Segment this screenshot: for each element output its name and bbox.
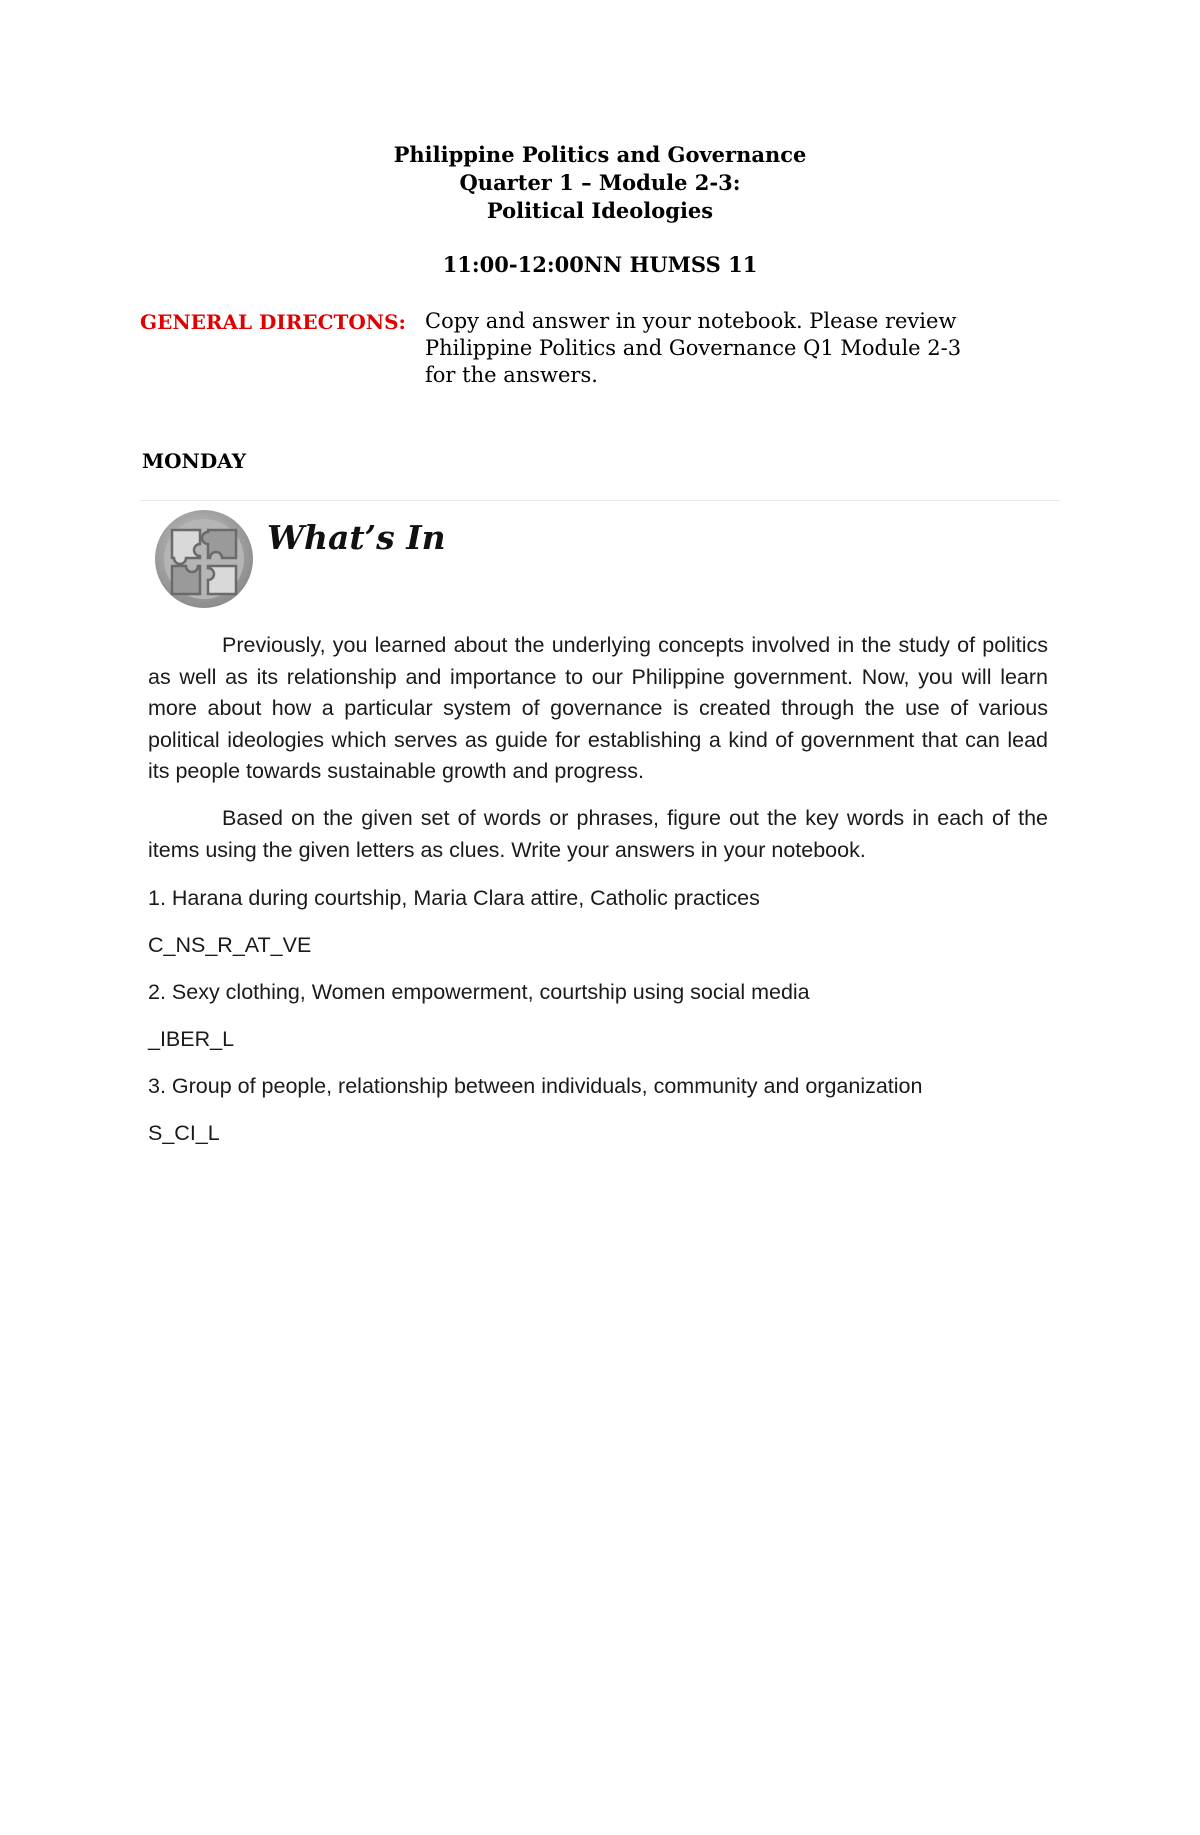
directions-line: Philippine Politics and Governance Q1 Module 2-3 — [425, 336, 962, 360]
intro-paragraph-text: Previously, you learned about the underlying concepts involved in the study of politics as well as its relationship and importance to our Philippine government. Now, you will learn more about how a particular system of governance is created through the use of various political ideologies which serves as guide for establishing a kind of government that can lead its people towards sustainable growth and progress. — [148, 633, 1048, 783]
subject-title: Philippine Politics and Governance — [393, 142, 807, 167]
directions-label: GENERAL DIRECTONS: — [140, 310, 406, 334]
puzzle-icon — [150, 508, 258, 610]
directions-line: Copy and answer in your notebook. Please review — [425, 309, 957, 333]
item-prompt: 3. Group of people, relationship between individuals, community and organization — [148, 1074, 923, 1098]
item-prompt: 1. Harana during courtship, Maria Clara attire, Catholic practices — [148, 886, 760, 910]
instruction-paragraph-text: Based on the given set of words or phrases, figure out the key words in each of the items using the given letters as clues. Write your answers in your notebook. — [148, 806, 1048, 862]
quarter-module: Quarter 1 – Module 2-3: — [459, 170, 741, 195]
item-clue: S_CI_L — [148, 1121, 220, 1145]
directions-text — [425, 308, 1025, 389]
item-prompt: 2. Sexy clothing, Women empowerment, courtship using social media — [148, 980, 810, 1004]
document-header — [0, 141, 1200, 225]
intro-paragraph — [148, 630, 1048, 788]
item-clue: _IBER_L — [148, 1027, 235, 1051]
day-heading: MONDAY — [142, 449, 246, 473]
section-title: What’s In — [267, 518, 446, 557]
topic-title: Political Ideologies — [486, 198, 714, 223]
instruction-paragraph — [148, 803, 1048, 866]
item-clue: C_NS_R_AT_VE — [148, 933, 312, 957]
class-schedule: 11:00-12:00NN HUMSS 11 — [442, 252, 758, 277]
directions-line: for the answers. — [425, 363, 598, 387]
